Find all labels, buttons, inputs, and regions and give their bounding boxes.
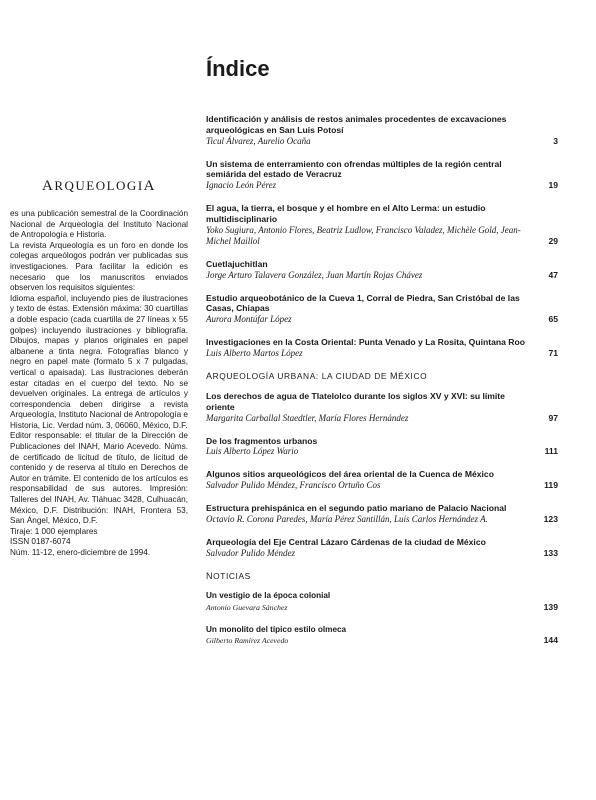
toc-entry-page-number: 3 (553, 135, 558, 146)
toc-entry-title: Estudio arqueobotánico de la Cueva 1, Corral de Piedra, San Cristóbal de las Casas, Chiapas (206, 292, 520, 314)
toc-entry-authors: Luis Alberto López Wario (206, 446, 299, 457)
toc-entry-title: Un vestigio de la época colonial (206, 590, 331, 600)
toc-entry-page-number: 47 (548, 269, 558, 280)
toc-entry-page-number: 29 (548, 235, 558, 246)
toc-entry (206, 591, 562, 613)
toc-entry-title: Un monolito del típico estilo olmeca (206, 624, 347, 634)
colophon-paragraph-editor: Editor responsable: el titular de la Dirección de Publicaciones del INAH, Mario Acevedo. Núms. de certificado de licitud de título, de licitud de contenido y de reserva al título en Derechos de Autor en trámite. El contenido de los artículos es responsabilidad de sus autores. Impresión: Talleres del INAH, Av. Tláhuac 3428, Culhuacán, México, D.F. Distribución: INAH, Frontera 53, San Ángel, México, D.F. (10, 431, 188, 526)
toc-entry-authors: Antonio Guevara Sánchez (206, 602, 288, 612)
toc-entry (206, 259, 562, 281)
toc-entry (206, 114, 562, 147)
toc-urbana-list (206, 391, 562, 559)
toc-entry-page-number: 139 (543, 601, 558, 612)
toc-entry-page-number: 144 (543, 635, 558, 646)
colophon-issue-number: Núm. 11-12, enero-diciembre de 1994. (10, 548, 151, 557)
colophon-paragraph-description: es una publicación semestral de la Coordinación Nacional de Arqueología del Instituto Nacional de Antropología e Historia. (10, 209, 188, 240)
toc-noticias-list (206, 591, 562, 647)
toc-entry-title: Estructura prehispánica en el segundo patio mariano de Palacio Nacional (206, 503, 507, 514)
toc-entry (206, 159, 562, 192)
table-of-contents (206, 114, 562, 658)
toc-entry (206, 203, 562, 247)
toc-entry (206, 537, 562, 559)
toc-entry (206, 469, 562, 491)
toc-entry-title: Identificación y análisis de restos animales procedentes de excavaciones arqueológicas en San Luis Potosí (206, 114, 507, 135)
toc-entry (206, 293, 562, 326)
toc-entry-page-number: 111 (544, 446, 558, 457)
section-heading-noticias: NOTICIAS (206, 570, 251, 581)
toc-entry (206, 436, 562, 458)
toc-entry (206, 503, 562, 525)
toc-entry-title: Los derechos de agua de Tlatelolco durante los siglos XV y XVI: su límite oriente (206, 390, 505, 412)
toc-entry-authors: Yoko Sugiura, Antonio Flores, Beatriz Ludlow, Francisco Valadez, Michèle Gold, Jean-Michel Maillol (206, 224, 521, 246)
toc-entry (206, 625, 562, 647)
toc-entry-authors: Jorge Arturo Talavera González, Juan Martín Rojas Chávez (206, 269, 423, 280)
toc-entry-page-number: 71 (548, 347, 558, 358)
toc-entry-title: Arqueología del Eje Central Lázaro Cárdenas de la ciudad de México (206, 536, 486, 547)
toc-entry-authors: Octavio R. Corona Paredes, María Pérez Santillán, Luis Carlos Hernández A. (206, 513, 488, 524)
section-heading-urbana: ARQUEOLOGÍA URBANA: LA CIUDAD DE MÉXICO (206, 370, 428, 381)
toc-entry-page-number: 123 (543, 513, 558, 524)
toc-entry-page-number: 19 (548, 180, 558, 191)
colophon-print-run: Tiraje: 1 000 ejemplares (10, 526, 98, 536)
toc-entry-title: Investigaciones en la Costa Oriental: Punta Venado y La Rosita, Quintana Roo (206, 337, 525, 348)
page-title: Índice (206, 56, 270, 81)
colophon-issn: ISSN 0187-6074 (10, 537, 71, 547)
toc-entry-authors: Aurora Montúfar López (206, 314, 292, 325)
toc-entry (206, 337, 562, 359)
colophon-paragraph-requirements: Idioma español, incluyendo pies de ilustraciones y texto de éstas. Extensión máxima: 30 cuartillas a doble espacio (cada cuartilla de 27 líneas x 55 golpes) incluyendo ilustraciones y bibliografía. Dibujos, mapas y planos originales en papel albanene a tinta negra. Fotografías blanco y negro en papel mate (formato 5 x 7 pulgadas, vertical o apaisada). Las ilustraciones deberán estar citadas en el cuerpo del texto. No se devuelven originales. La entrega de artículos y correspondencia deben dirigirse a revista Arqueología, Instituto Nacional de Antropología e Historia, Lic. Verdad núm. 3, 06060, México, D.F. (10, 293, 188, 430)
toc-entry (206, 391, 562, 424)
journal-title: ARQUEOLOGIA (41, 178, 156, 194)
toc-entry-title: El agua, la tierra, el bosque y el hombre en el Alto Lerma: un estudio multidisciplinario (206, 203, 486, 224)
toc-entry-title: Algunos sitios arqueológicos del área oriental de la Cuenca de México (206, 469, 494, 480)
toc-entry-page-number: 97 (548, 412, 558, 423)
toc-entry-authors: Salvador Pulido Méndez, Francisco Ortuño Cos (206, 480, 381, 491)
toc-entry-page-number: 65 (548, 314, 558, 325)
toc-entry-page-number: 133 (543, 547, 558, 558)
toc-entry-authors: Salvador Pulido Méndez (206, 547, 295, 558)
toc-entry-authors: Margarita Carballal Staedtler, María Flores Hernández (206, 412, 409, 423)
colophon-paragraph-forum: La revista Arqueología es un foro en donde los colegas arqueólogos podrán ver publicadas sus investigaciones. Para facilitar la edición es necesario que los manuscritos enviados observen los requisitos siguientes: (10, 240, 188, 293)
toc-entry-authors: Ticul Álvarez, Aurelio Ocaña (206, 135, 311, 146)
toc-main-list (206, 114, 562, 359)
toc-entry-authors: Gilberto Ramírez Acevedo (206, 636, 289, 646)
toc-entry-title: Un sistema de enterramiento con ofrendas múltiples de la región central semiárida del estado de Veracruz (206, 158, 502, 180)
toc-entry-page-number: 119 (544, 480, 558, 491)
toc-entry-authors: Ignacio León Pérez (206, 180, 277, 191)
toc-entry-title: De los fragmentos urbanos (206, 435, 318, 446)
colophon-text (10, 209, 188, 559)
toc-entry-title: Cuetlajuchitlan (206, 258, 268, 269)
toc-entry-authors: Luis Alberto Martos López (206, 347, 303, 358)
colophon-sidebar (10, 178, 188, 559)
